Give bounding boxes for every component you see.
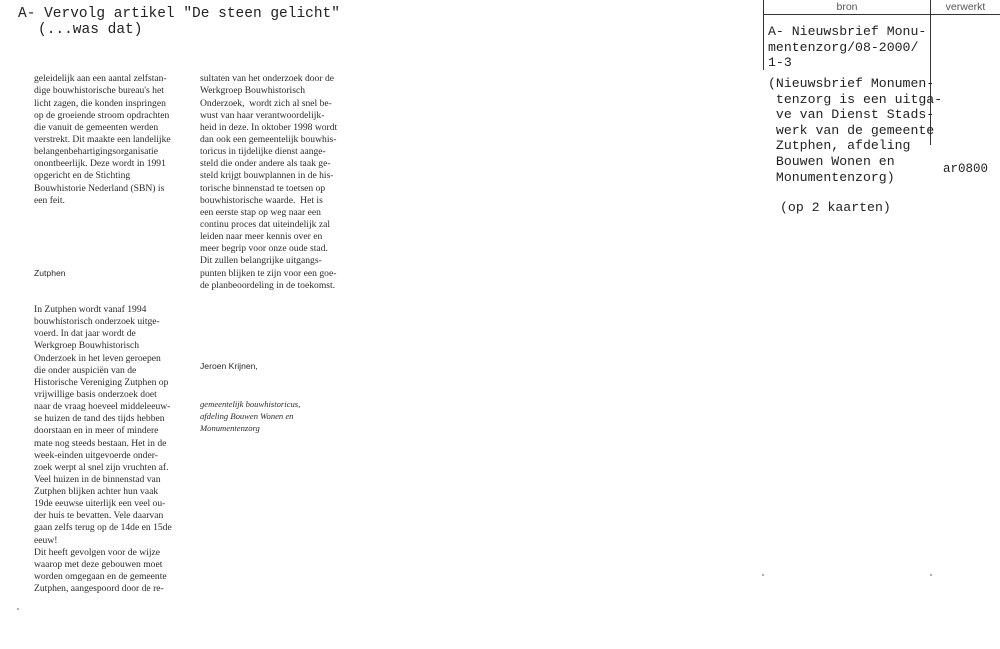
article-subtitle: (...was dat) bbox=[38, 22, 143, 38]
scan-speck bbox=[17, 608, 19, 610]
text-line: gaan zelfs terug op de 14de en 15de bbox=[34, 522, 172, 534]
card-code: ar0800 bbox=[943, 162, 989, 176]
text-line: In Zutphen wordt vanaf 1994 bbox=[34, 303, 147, 315]
text-line: die onder auspiciën van de bbox=[34, 364, 137, 376]
article-title: A- Vervolg artikel "De steen gelicht" bbox=[18, 6, 340, 22]
author-name: Jeroen Krijnen, bbox=[200, 361, 258, 372]
text-line: mentenzorg/08-2000/ bbox=[768, 39, 919, 55]
text-line: A- Nieuwsbrief Monu- bbox=[768, 24, 927, 39]
text-line: toricus in tijdelijke dienst aange- bbox=[200, 146, 326, 158]
text-line: geleidelijk aan een aantal zelfstan- bbox=[34, 73, 167, 85]
article-column-2 bbox=[200, 49, 360, 446]
text-line: wust van haar verantwoordelijk- bbox=[200, 109, 325, 121]
text-line: leiden naar meer kennis over en bbox=[200, 231, 323, 243]
text-line: een feit. bbox=[34, 194, 65, 206]
text-line: die vanuit de gemeenten werden bbox=[34, 121, 159, 133]
text-line: gemeentelijk bouwhistoricus, bbox=[200, 398, 301, 409]
text-line: ve van Dienst Stads- bbox=[768, 107, 935, 123]
article-column-1 bbox=[34, 49, 194, 607]
text-line: Zutphen blijken achter hun vaak bbox=[34, 486, 159, 498]
text-line: de planbeoordeling in de toekomst. bbox=[200, 279, 336, 291]
text-line: vrijwillige basis onderzoek doet bbox=[34, 388, 157, 400]
text-line: Werkgroep Bouwhistorisch bbox=[34, 340, 140, 352]
text-line: Zutphen, afdeling bbox=[768, 138, 911, 154]
text-line: voerd. In dat jaar wordt de bbox=[34, 328, 136, 340]
text-line: der huis te bevatten. Vele daarvan bbox=[34, 510, 164, 522]
text-line: Historische Vereniging Zutphen op bbox=[34, 376, 169, 388]
scan-speck bbox=[762, 574, 764, 576]
card-note: (op 2 kaarten) bbox=[780, 200, 891, 215]
section-heading-zutphen: Zutphen bbox=[34, 268, 66, 279]
text-line: Onderzoek in het leven geroepen bbox=[34, 352, 161, 364]
text-line: bouwhistorische waarde. Het is bbox=[200, 194, 323, 206]
text-line: verstrekt. Dit maakte een landelijke bbox=[34, 134, 171, 146]
text-line: Werkgroep Bouwhistorisch bbox=[200, 85, 306, 97]
text-line: werk van de gemeente bbox=[768, 122, 935, 138]
text-line: dan ook een gemeentelijk bouwhis- bbox=[200, 134, 337, 146]
text-line: Monumentenzorg bbox=[200, 422, 260, 433]
card-source bbox=[768, 24, 926, 71]
header-rule bbox=[764, 14, 1000, 15]
text-line: Dit zullen belangrijke uitgangs- bbox=[200, 255, 322, 267]
text-line: se huizen de tand des tijds hebben bbox=[34, 413, 165, 425]
text-line: op de groeiende stroom opdrachten bbox=[34, 109, 170, 121]
text-line: eeuw! bbox=[34, 534, 58, 546]
text-line: punten blijken te zijn voor een goe- bbox=[200, 267, 337, 279]
paragraph-1 bbox=[34, 73, 194, 207]
text-line: Monumentenzorg) bbox=[768, 169, 895, 185]
text-line: meer begrip voor onze oude stad. bbox=[200, 243, 328, 255]
text-line: zoek werpt al snel zijn vruchten af. bbox=[34, 461, 169, 473]
header-bron: bron bbox=[836, 1, 858, 13]
text-line: dige bouwhistorische bureau's het bbox=[34, 85, 164, 97]
text-line: waarop met deze gebouwen moet bbox=[34, 558, 163, 570]
text-line: doorstaan en in meer of mindere bbox=[34, 425, 159, 437]
text-line: heid in deze. In oktober 1998 wordt bbox=[200, 121, 338, 133]
text-line: licht zagen, die konden inspringen bbox=[34, 97, 166, 109]
text-line: tenzorg is een uitga- bbox=[768, 91, 943, 107]
scan-speck bbox=[930, 574, 932, 576]
card-description bbox=[768, 76, 942, 185]
text-line: Dit heeft gevolgen voor de wijze bbox=[34, 546, 161, 558]
text-line: torische binnenstad te toetsen op bbox=[200, 182, 326, 194]
text-line: sultaten van het onderzoek door de bbox=[200, 73, 334, 85]
text-line: week-einden uitgevoerde onder- bbox=[34, 449, 158, 461]
left-rule bbox=[763, 0, 764, 70]
text-line: 19de eeuwse uiterlijk een veel ou- bbox=[34, 498, 166, 510]
text-line: een eerste stap op weg naar een bbox=[200, 206, 321, 218]
text-line: mate nog steeds bestaan. Het in de bbox=[34, 437, 167, 449]
text-line: steld krijgt bouwplannen in de his- bbox=[200, 170, 334, 182]
text-line: naar de vraag hoeveel middeleeuw- bbox=[34, 401, 171, 413]
text-line: Veel huizen in de binnenstad van bbox=[34, 473, 161, 485]
text-line: belangenbehartigingsorganisatie bbox=[34, 146, 158, 158]
text-line: Zutphen, aangespoord door de re- bbox=[34, 583, 164, 595]
text-line: onontbeerlijk. Deze wordt in 1991 bbox=[34, 158, 166, 170]
text-line: continu proces dat uiteindelijk zal bbox=[200, 219, 331, 230]
text-line: Onderzoek, wordt zich al snel be- bbox=[200, 97, 332, 109]
text-line: steld die onder andere als taak ge- bbox=[200, 158, 331, 170]
text-line: worden omgegaan en de gemeente bbox=[34, 571, 167, 583]
paragraph-2 bbox=[34, 304, 194, 595]
text-line: (Nieuwsbrief Monumen- bbox=[768, 76, 935, 91]
author-role bbox=[200, 398, 360, 434]
text-line: opgericht en de Stichting bbox=[34, 170, 131, 182]
text-line: bouwhistorisch onderzoek uitge- bbox=[34, 316, 160, 328]
text-line: 1-3 bbox=[768, 55, 792, 71]
text-line: afdeling Bouwen Wonen en bbox=[200, 410, 294, 421]
text-line: Bouwen Wonen en bbox=[768, 153, 895, 169]
header-verwerkt: verwerkt bbox=[945, 1, 986, 13]
paragraph-3 bbox=[200, 73, 360, 292]
text-line: Bouwhistorie Nederland (SBN) is bbox=[34, 182, 165, 194]
